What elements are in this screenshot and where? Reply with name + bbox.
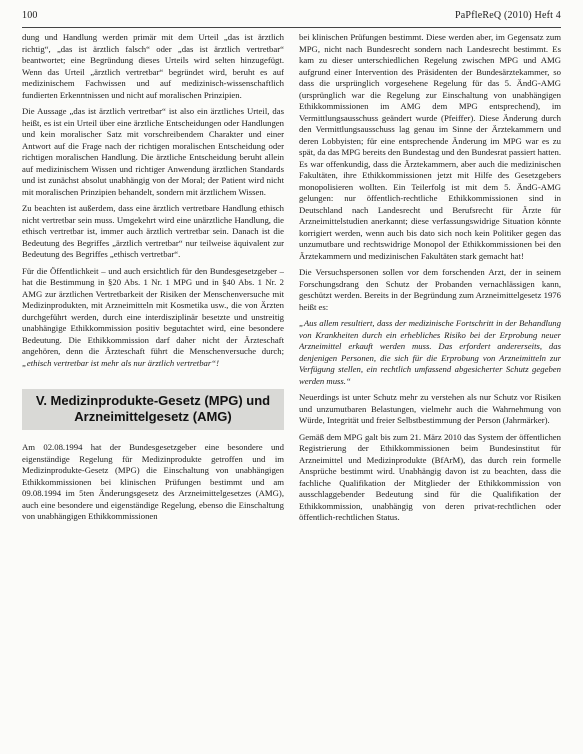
paragraph bbox=[22, 266, 284, 370]
section-heading-line: Arzneimittelgesetz (AMG) bbox=[74, 409, 232, 424]
page-header bbox=[22, 10, 561, 26]
header-rule bbox=[22, 27, 561, 28]
right-column bbox=[299, 32, 561, 746]
paragraph-text: Für die Öffentlichkeit – und auch ersichtlich für den Bundesgesetzgeber – hat die Bestimmung in §20 Abs. 1 Nr. 1 MPG und in §40 Abs. 1 Nr. 2 AMG zur ärztlichen Vertretbarkeit der Risiken der Menschenversuche mit Medizinprodukten, mit Arzneimitteln mit Kosmetika usw., die von Ärzten durchgeführt werden, durch eine interdisziplinär besetzte und unstreitig unabhängige Ethikkommission positiv begutachtet wird, eine besondere Bedeutung. Die Ethikkommission darf daher nicht der Ärzteschaft angehören, denn die Ärzteschaft führt die Menschenversuche durch; bbox=[22, 265, 284, 356]
paragraph: Gemäß dem MPG galt bis zum 21. März 2010 das System der öffentlichen Registrierung der Ethikkommissionen beim Bundesinstitut für Arzneimittel und Medizinprodukte (BfArM), das durch rein formelle Ansprüche bestimmt wird. Unabhängig davon ist zu beachten, dass die fachliche Qualifikation der Mitglieder der Ethikkommission von ausschlaggebender Bedeutung sind für die Qualifikation der Ethikkommission, unabhängig von deren privat-rechtlichen oder öffentlich-rechtlichen Status. bbox=[299, 431, 561, 522]
paragraph: Zu beachten ist außerdem, dass eine ärztlich vertretbare Handlung ethisch nicht vertretbar sein muss. Umgekehrt wird eine unärztliche Handlung, die ethisch vertretbar ist, immer auch ärztlich vertretbar sein. Danach ist die Bedeutung des Begriffes „ärztlich vertretbar“ nur teilweise äquivalent zur Bedeutung des Begriffes „ethisch vertretbar“. bbox=[22, 203, 284, 259]
paragraph: bei klinischen Prüfungen bestimmt. Diese werden aber, im Gegensatz zum MPG, nicht nach Bundesrecht sondern nach Landesrecht bestimmt. Es kam zu dieser unterschiedlichen Regelung zwischen MPG und AMG aufgrund einer Intervention des Präsidenten der Bundesärztekammer, so dass die ursprünglich vorgesehene Regelung für das 5. ÄndG-AMG (ursprünglich war die Regelung zur Einschaltung von unabhängigen Ethikkommissionen im AMG dem MPG entsprechend), im Vermittlungsausschuss geändert wurde (Pfeiffer). Diese Änderung durch den Vermittlungsausschuss lag genau im Sinne der Ärztekammern und deren Lobbyisten; für eine entsprechende Änderung im MPG war es zu spät, da das MPG bereits den Bundestag und den Bundesrat passiert hatten. Es war offenkundig, dass die Ärztekammern, aber auch die medizinischen Fakultäten, ihre Ethikkommissionen jetzt mit Hilfe des Gesetzgebers monopolisieren wollten. Ein Teilerfolg ist mit dem 5. ÄndG-AMG gelungen: nur öffentlich-rechtliche Ethikkommissionen sind in Deutschland nach Landesrecht und Berufsrecht für Ärzte für Arzneimittelstudien anerkannt; diese verfassungswidrige Situation könnte korrigiert werden, wenn auch bis dato sich noch kein Politiker gegen das unzumutbare und rechtswidrige Monopol der Ethikkommissionen bei den Ärztekammern und medizinischen Fakultäten stark gemacht hat! bbox=[299, 32, 561, 261]
page-number: 100 bbox=[22, 10, 38, 21]
paragraph: dung und Handlung werden primär mit dem Urteil „das ist ärztlich richtig“, „das ist ärztlich falsch“ oder „das ist ärztlich vertretbar“ beantwortet; eine Begründung dieses Urteils wird selten hinzugefügt. Wenn das Urteil „ärztlich vertretbar“ begründet wird, beruht es auf medizinischem Fachwissen und auf medizinisch-wissenschaftlich fundierten Erkenntnissen und nicht auf moralischen Prinzipien. bbox=[22, 32, 284, 100]
journal-issue: PaPfleReQ (2010) Heft 4 bbox=[455, 10, 561, 21]
paragraph: Die Versuchspersonen sollen vor dem forschenden Arzt, der in seinem Forschungsdrang den Schutz der Probanden vernachlässigen kann, geschützt werden. Bereits in der Begründung zum Arzneimittelgesetz 1976 heißt es: bbox=[299, 267, 561, 312]
section-heading bbox=[22, 389, 284, 430]
paragraph: Die Aussage „das ist ärztlich vertretbar“ ist also ein ärztliches Urteil, das heißt, es ist ein Urteil über eine ärztliche Entscheidungen oder Handlungen und kein moralischer Satz mit vorschreibendem Charakter und einer Antwort auf die Frage nach der richtigen moralischen Entscheidung oder richtigen moralischen Handlung. Die ärztliche Entscheidung beruht allein auf medizinischem Wissen und richtiger Anwendung ärztlichen Standards und ist zunächst absolut unabhängig von der Moral; der Patient wird nicht mit moralischen Prinzipien behandelt, sondern mit ärztlichem Wissen. bbox=[22, 106, 284, 197]
paragraph: Neuerdings ist unter Schutz mehr zu verstehen als nur Schutz vor Risiken und unzumutbaren Belastungen, vielmehr auch die Wahrnehmung von Würde, Integrität und freier Selbstbestimmung der Person (Jahrmärker). bbox=[299, 392, 561, 425]
paragraph-quote: „ethisch vertretbar ist mehr als nur ärztlich vertretbar“! bbox=[22, 357, 219, 368]
block-quote: „Aus allem resultiert, dass der medizinische Fortschritt in der Behandlung von Krankheiten durch ein erhebliches Risiko bei der Erprobung neuer Arzneimittel erkauft werden muss. Das erfordert andererseits, das denjenigen Personen, die sich für die Erprobung von Arzneimitteln zur Verfügung stellen, ein rechtlich umfassend abgesicherter Schutz gegeben werden muss.“ bbox=[299, 318, 561, 386]
section-heading-line: V. Medizinprodukte-Gesetz (MPG) und bbox=[35, 393, 271, 408]
left-column bbox=[22, 32, 284, 746]
paragraph: Am 02.08.1994 hat der Bundesgesetzgeber eine besondere und eigenständige Regelung für Medizinprodukte getroffen und im Medizinprodukte-Gesetz (MPG) die Einschaltung von unabhängigen Ethikkommissionen bei klinischen Prüfungen bestimmt und am 09.08.1994 im 5ten Änderungsgesetz des Arzneimittelgesetzes (AMG), auch eine besondere und eigenständige Regelung, ebenso die Einschaltung von unabhängigen Ethikkommissionen bbox=[22, 442, 284, 521]
